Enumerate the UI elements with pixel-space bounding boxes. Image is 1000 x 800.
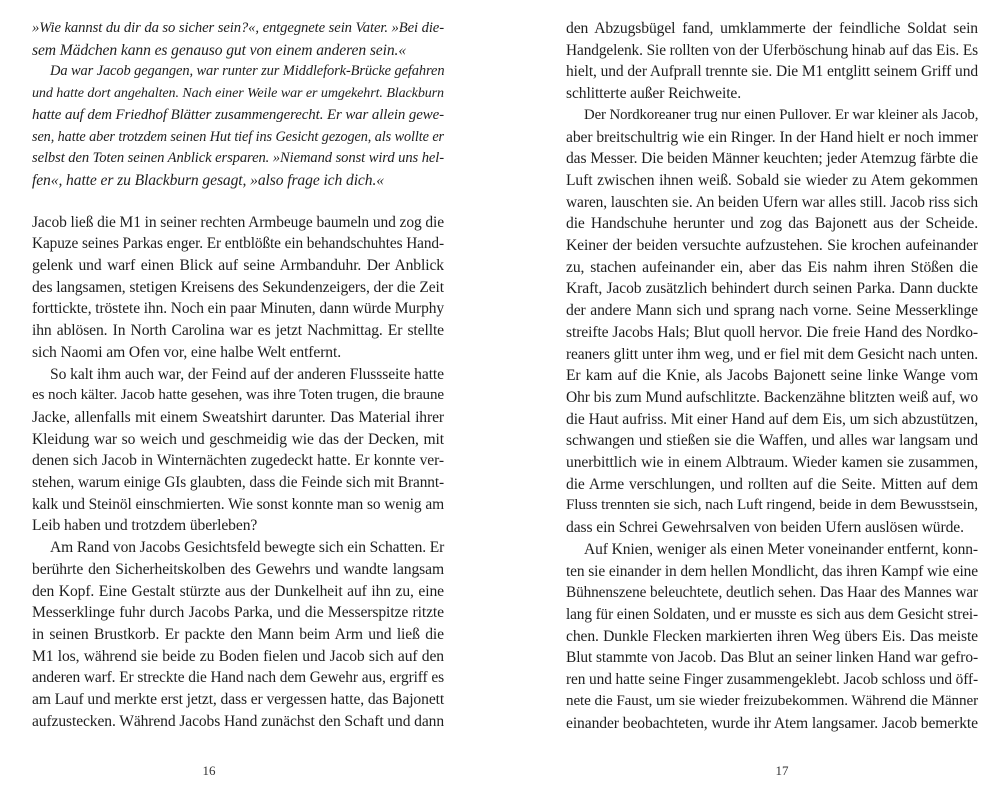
text-line: kalk und Steinöl einschmierten. Wie sonst konnte man so wenig am	[32, 495, 444, 513]
text-line: es noch kälter. Jacob hatte gesehen, was ihre Toten trugen, die braune	[32, 387, 444, 404]
italic-flashback	[32, 18, 444, 192]
text-line: reaners glitt unter ihm weg, und er fiel mit dem Gesicht nach unten.	[566, 345, 978, 363]
text-line: schlitterte außer Reichweite.	[566, 85, 742, 103]
text-line: Jacke, allenfalls mit einem Sweatshirt darunter. Das Material ihrer	[32, 408, 444, 426]
text-line: hielt, und der Aufprall trennte sie. Die M1 entglitt seinem Griff und	[566, 63, 978, 81]
text-line: aufzustecken. Während Jacobs Hand zunächst den Schaft und dann	[32, 712, 444, 730]
text-line: Auf Knien, weniger als einen Meter voneinander entfernt, konn-	[584, 540, 978, 558]
text-line: einander beobachteten, wurde ihr Atem langsamer. Jacob bemerkte	[566, 714, 978, 732]
page-number-right: 17	[775, 763, 789, 778]
page-number-left: 16	[202, 763, 216, 778]
text-line: schwangen und stießen sie die Waffen, und alles war langsam und	[566, 432, 978, 450]
text-line: Jacob ließ die M1 in seiner rechten Armbeuge baumeln und zog die	[32, 213, 444, 231]
text-line: ihn ablösen. In North Carolina war es jetzt Nachmittag. Er stellte	[32, 322, 444, 340]
text-line: sich Naomi am Ofen vor, eine halbe Welt entfernt.	[32, 343, 342, 361]
text-line: Leib haben und trotzdem überleben?	[32, 517, 258, 535]
text-line: forttickte, tröstete ihn. Noch ein paar Minuten, dann würde Murphy	[32, 300, 444, 318]
text-line: die Handschuhe herunter und zog das Bajonett aus der Scheide.	[566, 215, 978, 233]
text-line: selbst den Toten seinen Anblick ersparen. »Niemand sonst wird uns hel-	[32, 150, 444, 167]
text-line: dass ein Schrei Gewehrsalven von beiden Ufern auslösen würde.	[566, 519, 964, 537]
text-line: M1 los, während sie beide zu Boden fielen und Jacob sich auf den	[32, 647, 444, 665]
text-line: Blut stammte von Jacob. Das Blut an seiner linken Hand war gefro-	[566, 649, 978, 667]
text-line: unerbittlich wie in einem Albtraum. Wieder kamen sie zusammen,	[566, 454, 978, 472]
section-break	[32, 192, 444, 212]
text-line: ten sie einander in dem hellen Mondlicht, das ihren Kampf wie eine	[566, 562, 978, 580]
text-line: das Messer. Die beiden Männer keuchten; jeder Atemzug färbte die	[566, 150, 978, 168]
text-line: sen, hatte aber trotzdem seinen Hut tief ins Gesicht gezogen, als wollte er	[32, 128, 444, 145]
text-line: des langsamen, stetigen Kreisens des Sekundenzeigers, der die Zeit	[32, 278, 444, 296]
text-line: stehen, warum einige GIs glaubten, dass die Feinde sich mit Brannt-	[32, 474, 444, 492]
text-line: streifte Jacobs Hals; Blut quoll hervor. Die freie Hand des Nordko-	[566, 323, 978, 341]
text-line: Er kam auf die Knie, als Jacobs Bajonett seine linke Wange vom	[566, 367, 978, 385]
text-line: sem Mädchen kann es genauso gut von einem anderen sein.«	[32, 41, 407, 59]
text-line: Fluss trennten sie sich, nach Luft ringend, beide in dem Bewusstsein,	[566, 497, 978, 514]
text-line: berührte den Sicherheitskolben des Gewehrs und wandte langsam	[32, 560, 444, 578]
text-line: der andere Mann sich und sprang nach vorne. Seine Messerklinge	[566, 302, 978, 320]
text-line: Handgelenk. Sie rollten von der Uferböschung hinab auf das Eis. Es	[566, 41, 978, 59]
text-line: Bühnenszene beleuchtete, deutlich sehen. Das Haar des Mannes war	[566, 584, 978, 602]
text-line: in seinen Brustkorb. Er packte den Mann beim Arm und ließ die	[32, 625, 444, 643]
text-line: Der Nordkoreaner trug nur einen Pullover. Er war kleiner als Jacob,	[584, 106, 979, 123]
text-line: lang für einen Soldaten, und er musste es sich aus dem Gesicht strei-	[566, 605, 978, 623]
left-page	[32, 18, 444, 733]
text-line: Kleidung war so weich und geschmeidig wie das der Decken, mit	[32, 430, 444, 448]
right-page	[566, 18, 978, 734]
text-line: aber breitschultrig wie ein Ringer. In der Hand hielt er noch immer	[566, 128, 978, 146]
text-line: Luft zwischen ihnen weiß. Sobald sie wieder zu Atem gekommen	[566, 171, 978, 189]
body-text	[566, 18, 978, 734]
text-line: fen«, hatte er zu Blackburn gesagt, »also frage ich dich.«	[32, 171, 384, 189]
text-line: nete die Faust, um sie wieder freizubekommen. Während die Männer	[566, 692, 978, 709]
text-line: waren, lauschten sie. An beiden Ufern war alles still. Jacob riss sich	[566, 193, 978, 211]
text-line: anderen warf. Er streckte die Hand nach dem Gewehr aus, ergriff es	[32, 669, 444, 687]
text-line: Keiner der beiden versuchte aufzustehen. Sie krochen aufeinander	[566, 237, 978, 255]
text-line: ren und hatte seine Finger zusammengeklebt. Jacob schloss und öff-	[566, 671, 978, 689]
text-line: Kraft, Jacob zusätzlich behindert durch seinen Parka. Dann duckte	[566, 280, 978, 298]
text-line: den Abzugsbügel fand, umklammerte der feindliche Soldat sein	[566, 20, 978, 37]
text-line: zu, stachen aufeinander ein, aber das Eis nahm ihren Stößen die	[566, 258, 978, 276]
body-text	[32, 212, 444, 733]
text-line: denen sich Jacob in Winternächten zugedeckt hatte. Er konnte ver-	[32, 452, 444, 470]
text-line: die Haut aufriss. Mit einer Hand auf dem Eis, um sich abzustützen,	[566, 410, 978, 428]
text-line: So kalt ihm auch war, der Feind auf der anderen Flussseite hatte	[50, 365, 444, 383]
text-line: die Arme verschlungen, und rollten auf die Seite. Mitten auf dem	[566, 475, 978, 493]
text-line: und hatte dort angehalten. Nach einer Weile war er umgekehrt. Blackburn	[32, 85, 444, 102]
text-line: am Lauf und merkte erst jetzt, dass er vergessen hatte, das Bajonett	[32, 691, 445, 709]
text-line: »Wie kannst du dir da so sicher sein?«, entgegnete sein Vater. »Bei die-	[32, 20, 444, 36]
text-line: den Kopf. Eine Gestalt stürzte aus der Dunkelheit auf ihn zu, eine	[32, 582, 444, 600]
text-line: Ohr bis zum Mund aufschlitzte. Backenzähne blitzten weiß auf, wo	[566, 388, 978, 406]
text-line: hatte auf dem Friedhof Blätter zusammengerecht. Er war allein gewe-	[32, 106, 444, 123]
text-line: Da war Jacob gegangen, war runter zur Middlefork-Brücke gefahren	[50, 63, 445, 80]
text-line: Messerklinge fuhr durch Jacobs Parka, und die Messerspitze ritzte	[32, 604, 444, 622]
text-line: gelenk und warf einen Blick auf seine Armbanduhr. Der Anblick	[32, 257, 444, 275]
text-line: Am Rand von Jacobs Gesichtsfeld bewegte sich ein Schatten. Er	[50, 539, 445, 557]
text-line: Kapuze seines Parkas enger. Er entblößte ein behandschuhtes Hand-	[32, 235, 444, 253]
text-line: chen. Dunkle Flecken markierten ihren Weg übers Eis. Das meiste	[566, 627, 978, 645]
